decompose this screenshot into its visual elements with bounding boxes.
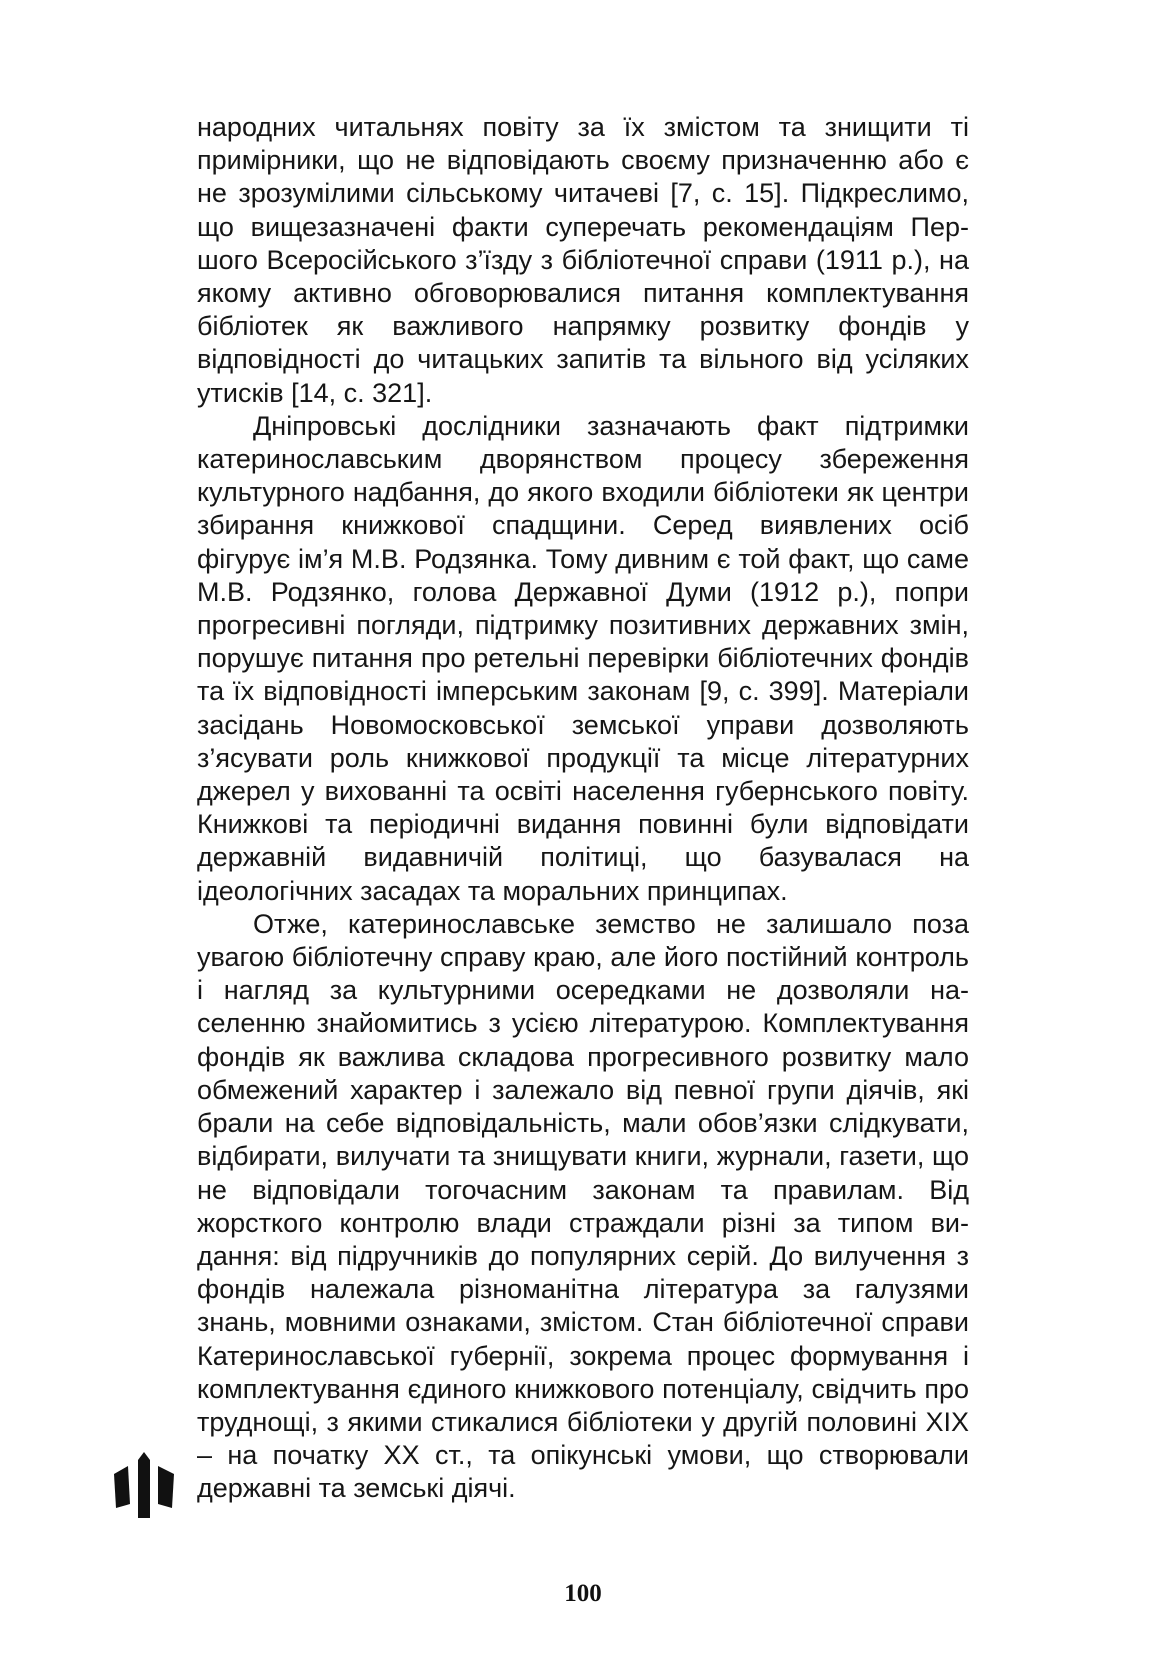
- page-number: 100: [564, 1580, 602, 1607]
- paragraph-continuation: народних читальнях повіту за їх змістом та знищити ті примірники, що не відповідають своєму призначенню або є не зрозумілими сільському читачеві [7, с. 15]. Підкреслимо, що вищезазначені факти суперечать рекомендаціям Першого Всеросійського з’їзду з бібліотечної справи (1911 р.), на якому активно обговорювалися питання комплектування бібліотек як важливого напрямку розвитку фондів у відповідності до читацьких запитів та вільного від усіляких утисків [14, с. 321].: [197, 112, 969, 408]
- paragraph-conclusion: Отже, катеринославське земство не залишало поза увагою бібліотечну справу краю, але його постійний контроль і нагляд за культурними осередками не дозволяли населенню знайомитись з усією літературою. Комплектування фондів як важлива складова прогресивного розвитку мало обмежений характер і залежало від певної групи діячів, які брали на себе відповідальність, мали обов’язки слідкувати, відбирати, вилучати та знищувати книги, журнали, газети, що не відповідали тогочасним законам та правилам. Від жорсткого контролю влади страждали різні за типом видання: від підручників до популярних серій. До вилучення з фондів належала різноманітна література за галузями знань, мовними ознаками, змістом. Стан бібліотечної справи Катеринославської губернії, зокрема процес формування і комплектування єдиного книжкового потенціалу, свідчить про труднощі, з якими стикалися бібліотеки у другій половині XIX – на початку XX ст., та опікунські умови, що створювали державні та земські діячі.: [197, 908, 969, 1504]
- body-text: [197, 111, 969, 1506]
- paragraph-dnipro-researchers: Дніпровські дослідники зазначають факт підтримки катеринославським дворянством процесу збереження культурного надбання, до якого входили бібліотеки як центри збирання книжкової спадщини. Серед виявлених осіб фігурує ім’я М.В. Родзянка. Тому дивним є той факт, що саме М.В. Родзянко, голова Державної Думи (1912 р.), попри прогресивні погляди, підтримку позитивних державних змін, порушує питання про ретельні перевірки бібліотечних фондів та їх відповідності імперським законам [9, с. 399]. Матеріали засідань Новомосковської земської управи дозволяють з’ясувати роль книжкової продукції та місце літературних джерел у вихованні та освіті населення губернського повіту. Книжкові та періодичні видання повинні були відповідати державній видавничій політиці, що базувалася на ідеологічних засадах та моральних принципах.: [197, 410, 969, 906]
- tulip-ornament-icon: [114, 1452, 174, 1518]
